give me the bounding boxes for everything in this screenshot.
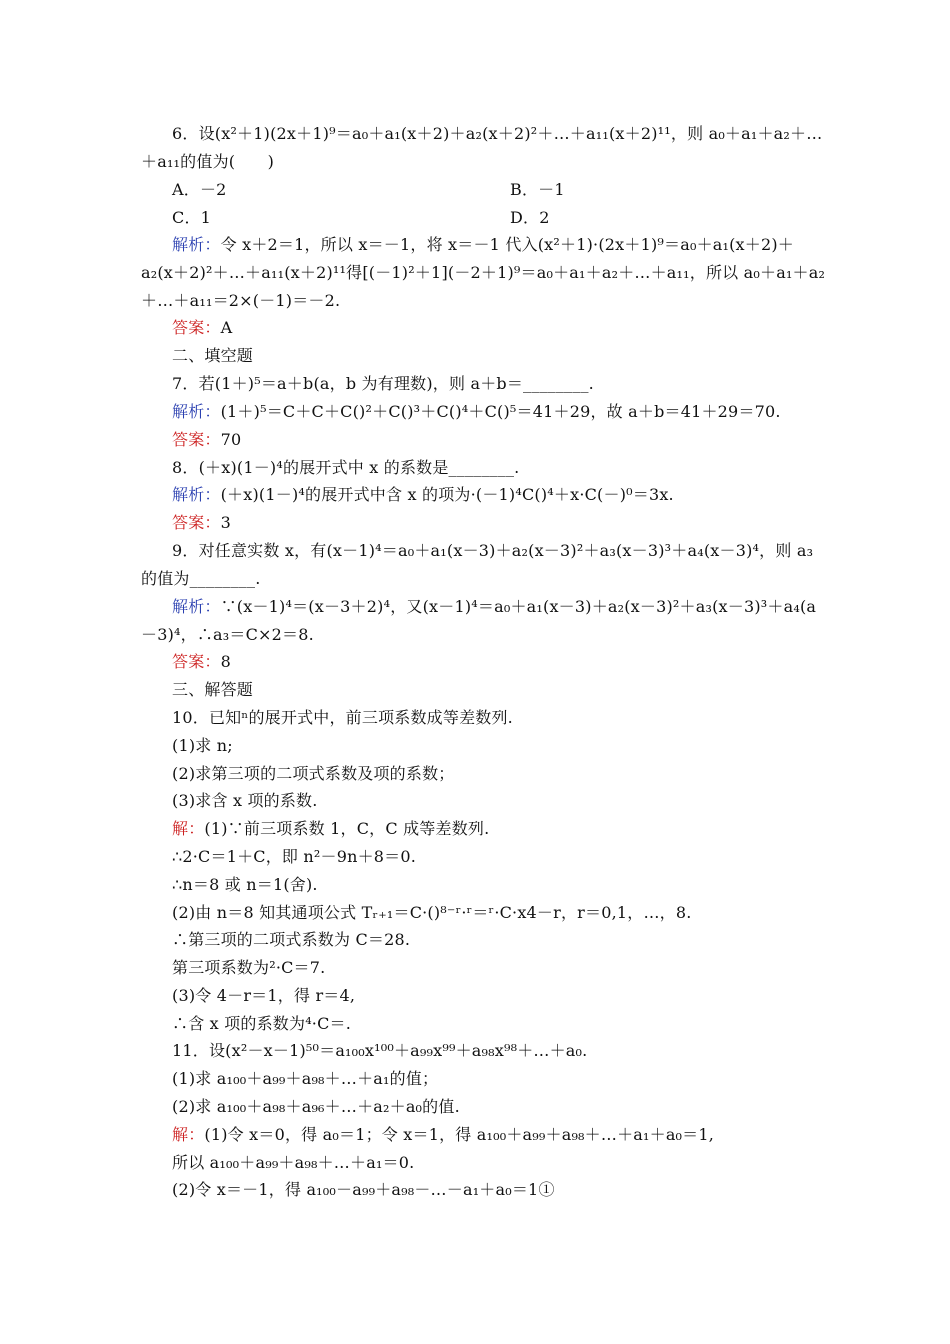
solution-text: ∵(x－1)⁴＝(x－3＋2)⁴，又(x－1)⁴＝a₀＋a₁(x－3)＋a₂(x－3)²＋a₃(x－3)³＋a₄(a (220, 597, 817, 616)
q11-solution-line1 (172, 1125, 714, 1145)
answer-value: 70 (220, 430, 242, 449)
answer-label: 答案： (172, 430, 221, 449)
q10-solution-line6: 第三项系数为²·C＝7. (172, 958, 326, 977)
q10-solution-line5: ∴第三项的二项式系数为 C＝28. (172, 930, 411, 949)
q6-line2: ＋a₁₁的值为( ) (141, 152, 275, 171)
answer-value: A (220, 318, 233, 337)
q6-solution-line1 (172, 235, 794, 255)
answer-label: 答案： (172, 513, 221, 532)
solution-label: 解： (172, 1125, 205, 1144)
answer-label: 答案： (172, 318, 221, 337)
q6-line1: 6．设(x²＋1)(2x＋1)⁹＝a₀＋a₁(x＋2)＋a₂(x＋2)²＋…＋a₁₁(x＋2)¹¹，则 a₀＋a₁＋a₂＋… (172, 124, 823, 143)
solution-label: 解析： (172, 235, 221, 254)
q6-answer (172, 318, 232, 338)
q11-part2: (2)求 a₁₀₀＋a₉₈＋a₉₆＋…＋a₂＋a₀的值. (172, 1097, 460, 1116)
q6-option-c: C．1 (172, 208, 212, 227)
q8-question: 8．(＋x)(1－)⁴的展开式中 x 的系数是________. (172, 458, 520, 477)
q10-part1: (1)求 n; (172, 736, 233, 755)
q9-answer (172, 652, 231, 672)
q9-solution-line2: －3)⁴，∴a₃＝C×2＝8. (141, 625, 314, 644)
solution-label: 解： (172, 819, 205, 838)
q7-question: 7．若(1＋)⁵＝a＋b(a，b 为有理数)，则 a＋b＝________. (172, 374, 594, 393)
q6-option-d: D．2 (510, 208, 550, 227)
q10-solution-line3: ∴n＝8 或 n＝1(舍). (172, 875, 318, 894)
q10-part2: (2)求第三项的二项式系数及项的系数； (172, 764, 455, 783)
q11-solution-line3: (2)令 x＝－1，得 a₁₀₀－a₉₉＋a₉₈－…－a₁＋a₀＝1① (172, 1180, 555, 1199)
q8-solution (172, 485, 674, 505)
solution-text: (1＋)⁵＝C＋C＋C()²＋C()³＋C()⁴＋C()⁵＝41＋29，故 a＋b＝41＋29＝70. (220, 402, 781, 421)
solution-label: 解析： (172, 402, 221, 421)
q7-answer (172, 430, 241, 450)
solution-label: 解析： (172, 485, 221, 504)
answer-label: 答案： (172, 652, 221, 671)
solution-text: 令 x＋2＝1，所以 x＝－1，将 x＝－1 代入(x²＋1)·(2x＋1)⁹＝a₀＋a₁(x＋2)＋ (220, 235, 795, 254)
section-heading-fill-blank: 二、填空题 (172, 346, 254, 365)
q6-option-a: A．－2 (172, 180, 227, 199)
q10-part3: (3)求含 x 项的系数. (172, 791, 318, 810)
solution-text: (1)令 x＝0，得 a₀＝1；令 x＝1，得 a₁₀₀＋a₉₉＋a₉₈＋…＋a₁＋a₀＝1, (204, 1125, 715, 1144)
q10-solution-line7: (3)令 4－r＝1，得 r＝4, (172, 986, 356, 1005)
answer-value: 8 (220, 652, 231, 671)
solution-label: 解析： (172, 597, 221, 616)
q10-solution-line1 (172, 819, 489, 839)
q10-question: 10．已知ⁿ的展开式中，前三项系数成等差数列. (172, 708, 513, 727)
solution-text: (1)∵前三项系数 1，C，C 成等差数列. (204, 819, 490, 838)
solution-text: (＋x)(1－)⁴的展开式中含 x 的项为·(－1)⁴C()⁴＋x·C(－)⁰＝3x. (220, 485, 674, 504)
q8-answer (172, 513, 231, 533)
q10-solution-line8: ∴含 x 项的系数为⁴·C＝. (172, 1014, 352, 1033)
q11-part1: (1)求 a₁₀₀＋a₉₉＋a₉₈＋…＋a₁的值； (172, 1069, 439, 1088)
answer-value: 3 (220, 513, 231, 532)
q9-line2: 的值为________. (141, 569, 261, 588)
section-heading-solve: 三、解答题 (172, 680, 254, 699)
q10-solution-line2: ∴2·C＝1＋C，即 n²－9n＋8＝0. (172, 847, 417, 866)
q9-solution-line1 (172, 597, 816, 617)
q6-solution-line2: a₂(x＋2)²＋…＋a₁₁(x＋2)¹¹得[(－1)²＋1](－2＋1)⁹＝a₀＋a₁＋a₂＋…＋a₁₁，所以 a₀＋a₁＋a₂ (141, 263, 826, 282)
q10-solution-line4: (2)由 n＝8 知其通项公式 Tᵣ₊₁＝C·()⁸⁻ʳ·ʳ＝ʳ·C·x4－r，r＝0,1，…，8. (172, 903, 692, 922)
q6-option-b: B．－1 (510, 180, 565, 199)
q9-line1: 9．对任意实数 x，有(x－1)⁴＝a₀＋a₁(x－3)＋a₂(x－3)²＋a₃(x－3)³＋a₄(x－3)⁴，则 a₃ (172, 541, 814, 560)
q6-solution-line3: ＋…＋a₁₁＝2×(－1)＝－2. (141, 291, 341, 310)
q11-question: 11．设(x²－x－1)⁵⁰＝a₁₀₀x¹⁰⁰＋a₉₉x⁹⁹＋a₉₈x⁹⁸＋…＋a₀. (172, 1041, 588, 1060)
q11-solution-line2: 所以 a₁₀₀＋a₉₉＋a₉₈＋…＋a₁＝0. (172, 1153, 415, 1172)
q7-solution (172, 402, 781, 422)
